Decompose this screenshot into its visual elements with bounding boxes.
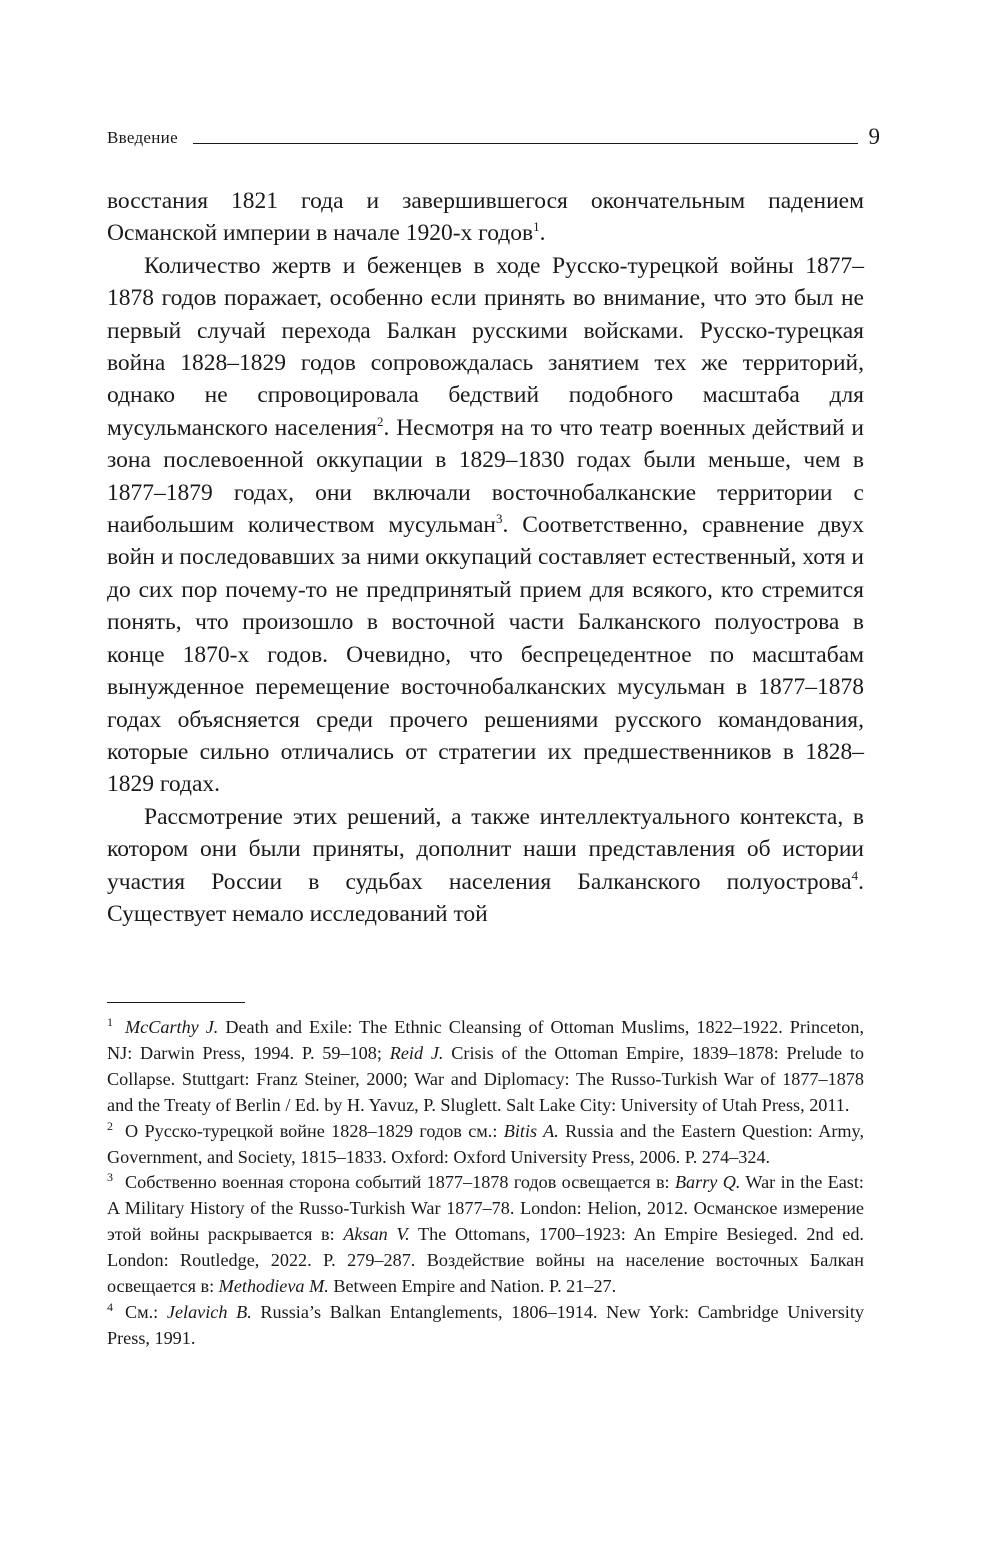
footnotes [107, 1015, 864, 1352]
footnote-2 [107, 1119, 864, 1171]
footnote-reference-2[interactable]: 2 [376, 414, 384, 430]
header-rule [193, 143, 858, 144]
footnote-text: Crisis of the Ottoman Empire, 1839–1878: Prelude to Collapse. Stuttgart: Franz Steiner, 2000; War and Diplomacy: The Russo-Turkish War of 1877–1878 and the Treaty of Berlin / Ed. by H. Yavuz, P. Sluglett. Salt Lake City: University of Utah Press, 2011. [107, 1042, 864, 1115]
footnote-3 [107, 1170, 864, 1300]
footnote-reference-4[interactable]: 4 [851, 867, 859, 883]
paragraph-text: Рассмотрение этих решений, а также интеллектуального контекста, в котором они были приняты, дополнит наши представления об истории участия России в судьбах населения Балканского полуострова [107, 803, 864, 895]
footnote-text: The Ottomans, 1700–1923: An Empire Besieged. 2nd ed. London: Routledge, 2022. P. 279–287. Воздействие войны на население восточных Балкан освещается в: [107, 1224, 864, 1297]
footnote-reference-1[interactable]: 1 [533, 219, 540, 235]
paragraph-text: . Существует немало исследований той [107, 868, 864, 927]
footnote-separator [107, 1002, 245, 1003]
footnote-text: War in the East: A Military History of the Russo-Turkish War 1877–78. London: Helion, 2012. Османское измерение этой войны раскрывается в: [107, 1172, 864, 1245]
footnote-author: Bitis A. [503, 1120, 559, 1141]
footnote-reference-3[interactable]: 3 [495, 511, 503, 527]
footnote-number: 1 [107, 1014, 113, 1029]
footnote-text: О Русско-турецкой войне 1828–1829 годов см.: [125, 1120, 504, 1141]
paragraph-1 [107, 185, 864, 250]
running-header [107, 120, 880, 160]
paragraph-text: восстания 1821 года и завершившегося окончательным падением Османской империи в начале 1920-х годов [107, 188, 864, 247]
paragraph-3 [107, 801, 864, 931]
paragraph-text: . [539, 220, 546, 247]
footnote-author: Jelavich B. [166, 1301, 252, 1322]
footnote-text: Death and Exile: The Ethnic Cleansing of Ottoman Muslims, 1822–1922. Princeton, NJ: Darwin Press, 1994. P. 59–108; [107, 1017, 864, 1063]
running-title: Введение [107, 128, 178, 147]
footnote-text: Between Empire and Nation. P. 21–27. [328, 1276, 617, 1297]
main-text [107, 185, 864, 930]
footnote-author: Reid J. [389, 1042, 444, 1063]
footnote-4 [107, 1300, 864, 1352]
footnote-number: 3 [107, 1170, 113, 1185]
footnote-1 [107, 1015, 864, 1119]
footnote-number: 2 [107, 1118, 113, 1133]
footnote-author: Barry Q. [674, 1172, 741, 1193]
footnote-number: 4 [107, 1299, 113, 1314]
footnote-text: Собственно военная сторона событий 1877–1878 годов освещается в: [125, 1172, 675, 1193]
paragraph-text: . Несмотря на то что театр военных действий и зона послевоенной оккупации в 1829–1830 годах были меньше, чем в 1877–1879 годах, они включали восточнобалканские территории с наибольшим количеством мусульман [107, 414, 864, 539]
footnote-author: Aksan V. [343, 1224, 410, 1245]
paragraph-text: . Соответственно, сравнение двух войн и последовавших за ними оккупаций составляет естественный, хотя и до сих пор почему-то не предпринятый прием для всякого, кто стремится понять, что произошло в восточной части Балканского полуострова в конце 1870-х годов. Очевидно, что беспрецедентное по масштабам вынужденное перемещение восточнобалканских мусульман в 1877–1878 годах объясняется среди прочего решениями русского командования, которые сильно отличались от стратегии их предшественников в 1828–1829 годах. [107, 512, 864, 798]
footnote-author: McCarthy J. [125, 1017, 219, 1037]
footnote-text: Russia and the Eastern Question: Army, Government, and Society, 1815–1833. Oxford: Oxford University Press, 2006. P. 274–324. [107, 1120, 864, 1167]
footnote-author: Methodieva M. [218, 1276, 329, 1297]
footnote-text: См.: [125, 1301, 167, 1322]
footnote-text: Russia’s Balkan Entanglements, 1806–1914. New York: Cambridge University Press, 1991. [107, 1301, 864, 1348]
page-number: 9 [868, 124, 880, 149]
paragraph-text: Количество жертв и беженцев в ходе Русско-турецкой войны 1877–1878 годов поражает, особенно если принять во внимание, что это был не первый случай перехода Балкан русскими войсками. Русско-турецкая война 1828–1829 годов сопровождалась занятием тех же территорий, однако не спровоцировала бедствий подобного масштаба для мусульманского населения [107, 252, 864, 441]
paragraph-2 [107, 250, 864, 801]
